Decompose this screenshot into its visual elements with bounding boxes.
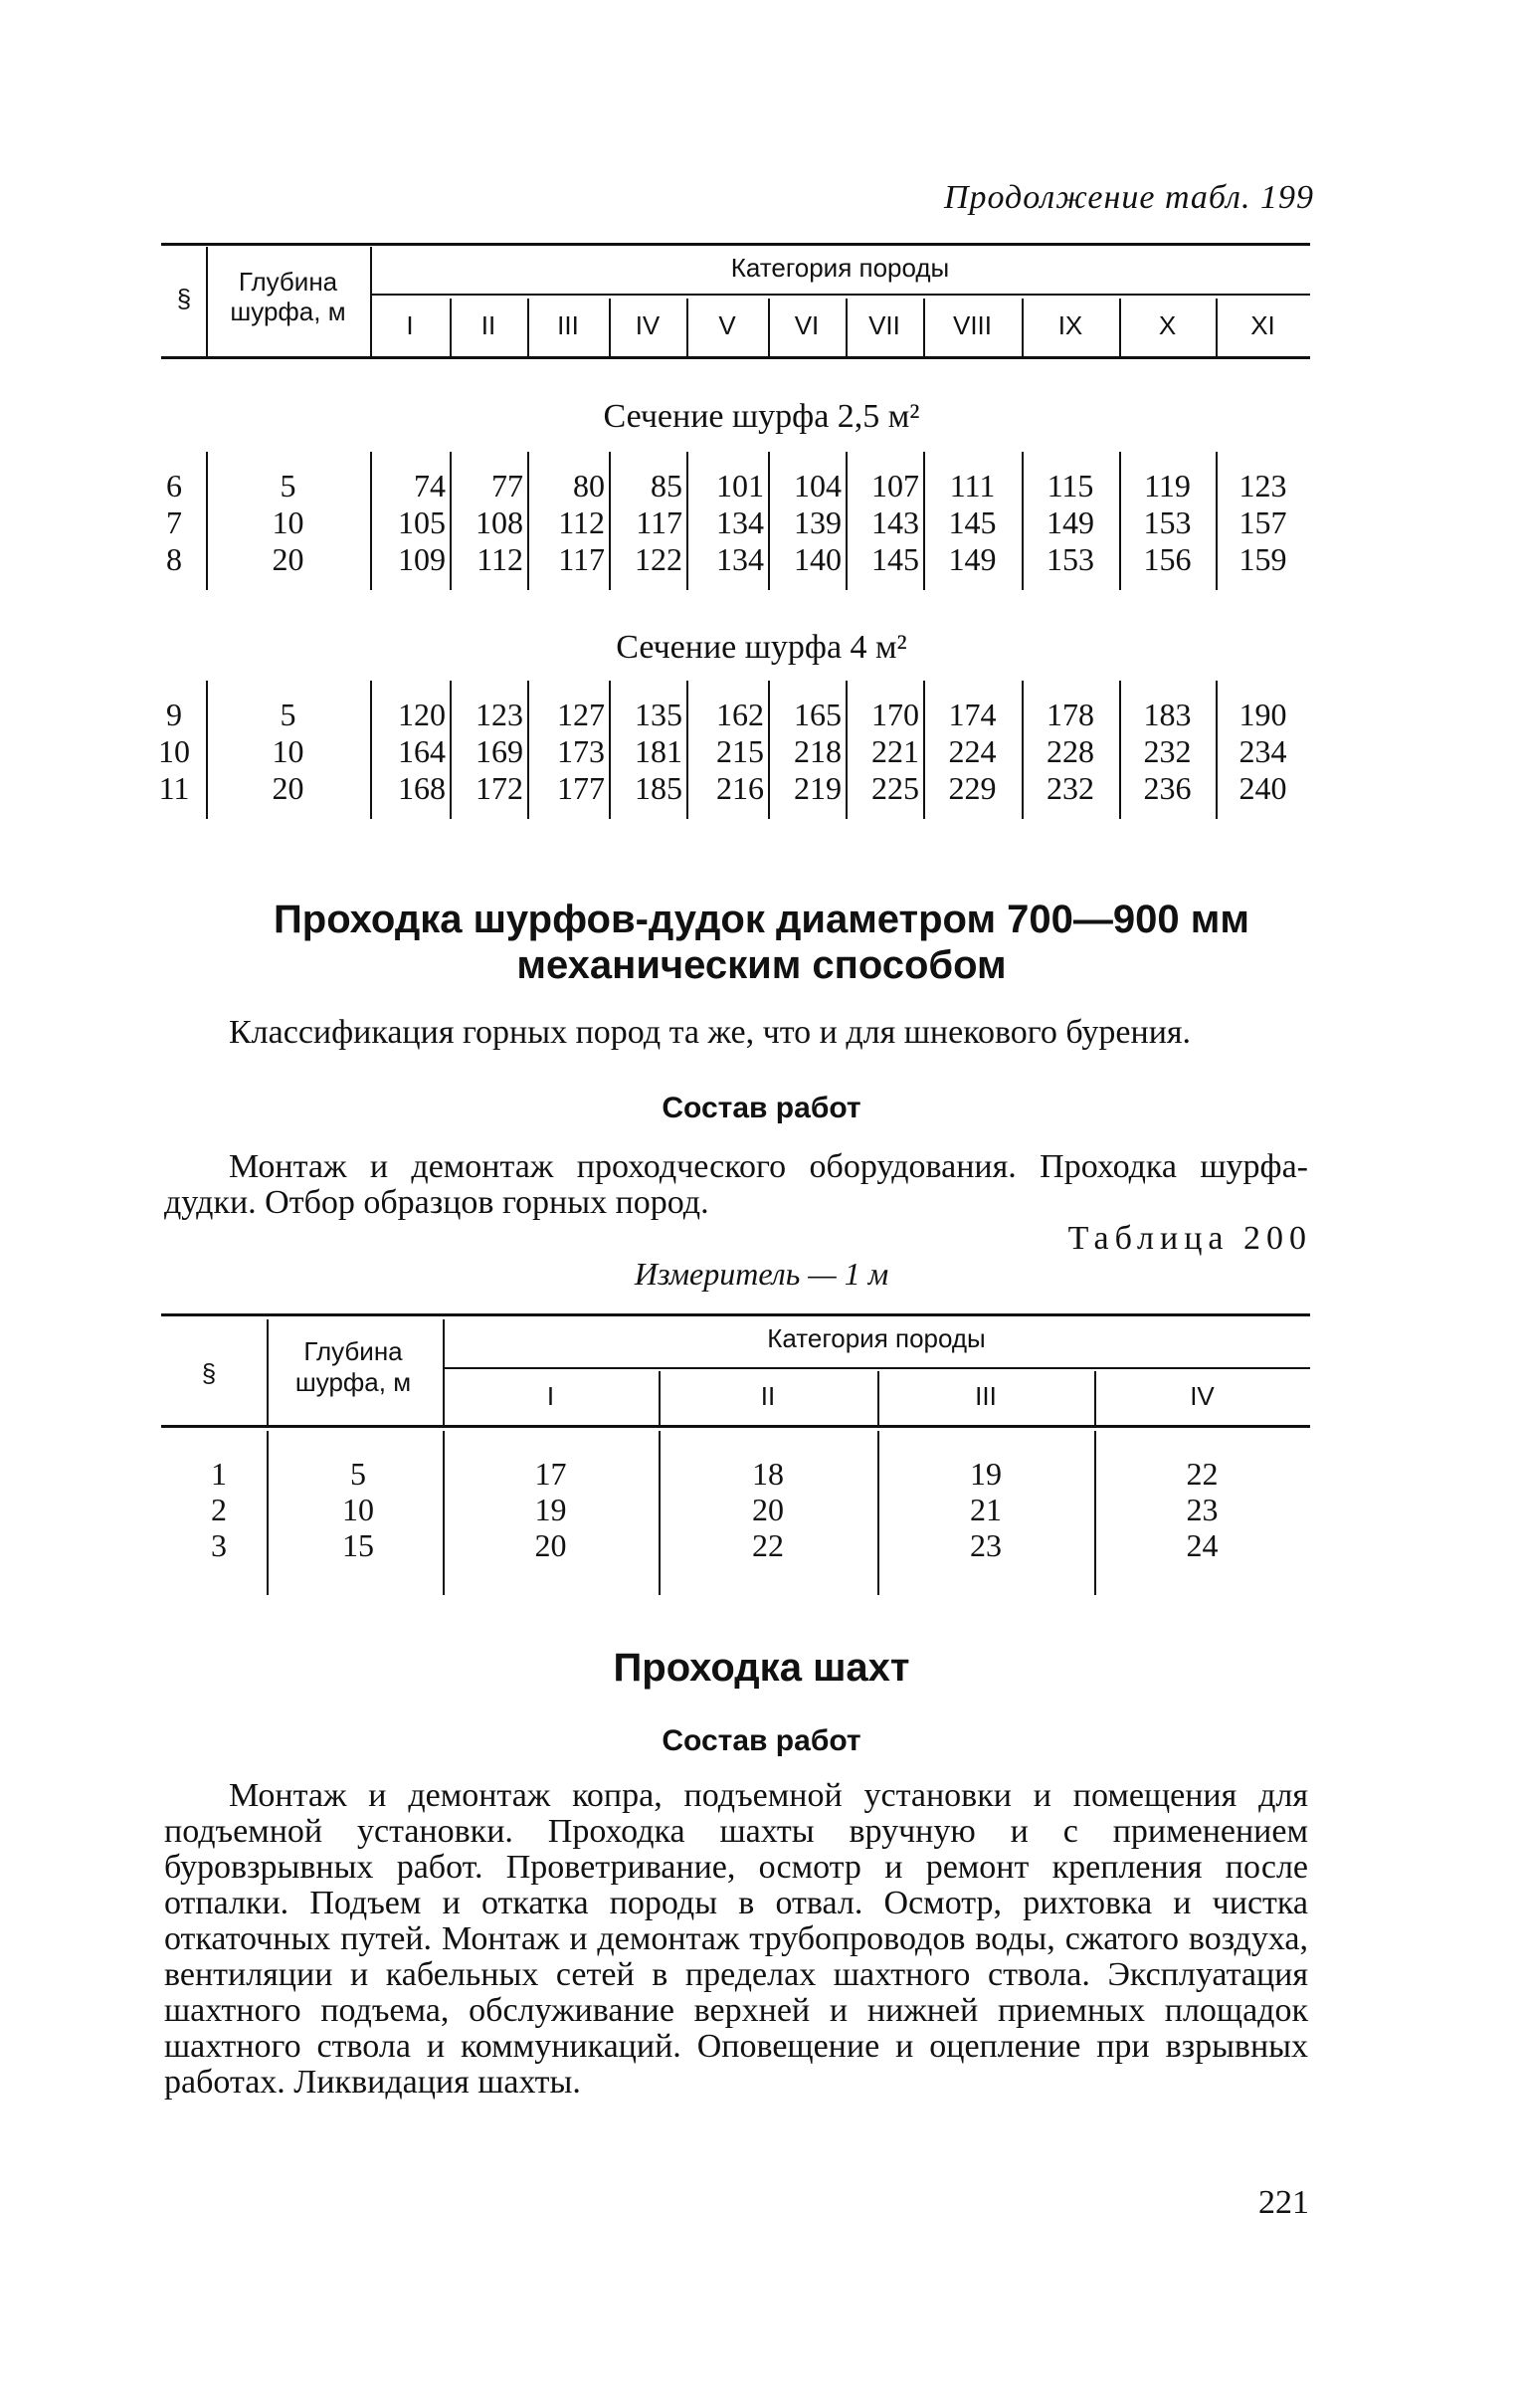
row-depth: 20	[272, 770, 304, 806]
table-cell: 153	[1143, 504, 1192, 540]
category-header-5: V	[718, 310, 736, 340]
table-cell: 112	[558, 504, 605, 540]
table-cell: 177	[557, 770, 605, 806]
table-cell: 134	[716, 541, 764, 577]
table-cell: 229	[948, 770, 997, 806]
table-cell: 139	[794, 504, 842, 540]
divider-paragraph	[206, 681, 208, 819]
table-cell: 156	[1143, 541, 1192, 577]
table-200-label: Таблица 200	[1067, 1220, 1312, 1257]
table-cell: 20	[534, 1527, 567, 1563]
table-cell: 219	[794, 770, 842, 806]
category-header-4: IV	[635, 310, 661, 340]
table-cell: 162	[716, 697, 764, 732]
row-paragraph: 2	[211, 1492, 227, 1527]
divider-category-header	[1022, 299, 1024, 356]
category-header-9: IX	[1057, 310, 1083, 340]
category-header-4: IV	[1190, 1381, 1215, 1411]
table-cell: 119	[1144, 468, 1191, 503]
divider-depth	[443, 1319, 445, 1425]
table-cell: 20	[752, 1492, 784, 1527]
table-cell: 117	[558, 541, 605, 577]
table-cell: 234	[1238, 733, 1287, 769]
divider-category-header	[1119, 299, 1121, 356]
table-cell: 159	[1238, 541, 1287, 577]
table-cell: 21	[970, 1492, 1002, 1527]
table-cell: 140	[794, 541, 842, 577]
row-depth: 5	[350, 1456, 366, 1492]
row-depth: 15	[342, 1527, 374, 1563]
table-cell: 120	[398, 697, 446, 732]
category-header-2: II	[760, 1381, 776, 1411]
table-cell: 108	[476, 504, 523, 540]
category-header-8: VIII	[952, 310, 992, 340]
section-heading-line1: Проходка шурфов-дудок диаметром 700—900 мм	[274, 898, 1249, 941]
section-title-2-5: Сечение шурфа 2,5 м²	[603, 398, 920, 435]
table-cell: 153	[1047, 541, 1094, 577]
table-cell: 23	[970, 1527, 1002, 1563]
row-paragraph: 1	[211, 1456, 227, 1492]
header-depth-line2: шурфа, м	[230, 297, 346, 326]
table-cell: 173	[557, 733, 605, 769]
page-number: 221	[1258, 2184, 1309, 2221]
table-cell: 77	[491, 468, 523, 503]
table-cell: 145	[871, 541, 919, 577]
table-cell: 190	[1238, 697, 1287, 732]
category-rule	[370, 294, 1310, 296]
row-depth: 5	[280, 697, 296, 732]
composition-title-shafts: Состав работ	[662, 1724, 861, 1757]
category-header-6: VI	[794, 310, 820, 340]
classification-paragraph: Классификация горных пород та же, что и для шнекового бурения.	[229, 1014, 1192, 1051]
table-cell: 216	[716, 770, 764, 806]
table-cell: 22	[752, 1527, 784, 1563]
table-cell: 23	[1186, 1492, 1219, 1527]
divider-category-header	[768, 299, 770, 356]
row-paragraph: 3	[211, 1527, 227, 1563]
divider-category-header	[659, 1371, 661, 1425]
table-cell: 122	[635, 541, 682, 577]
table-cell: 172	[476, 770, 523, 806]
divider-depth	[370, 247, 372, 356]
header-category: Категория породы	[767, 1323, 986, 1353]
row-depth: 10	[272, 504, 304, 540]
table-cell: 221	[871, 733, 919, 769]
table-cell: 80	[573, 468, 605, 503]
meter-label: Измеритель — 1 м	[634, 1256, 889, 1292]
composition-paragraph: Монтаж и демонтаж проходческого оборудования. Проходка шурфа-дудки. Отбор образцов горных пород.	[164, 1148, 1308, 1221]
table-cell: 174	[948, 697, 997, 732]
row-depth: 10	[272, 733, 304, 769]
table-cell: 104	[794, 468, 842, 503]
category-header-2: II	[480, 310, 496, 340]
table-cell: 215	[716, 733, 764, 769]
category-header-1: I	[406, 310, 414, 340]
row-paragraph: 11	[158, 770, 190, 806]
table-cell: 228	[1047, 733, 1094, 769]
table-cell: 143	[871, 504, 919, 540]
table-continuation-label: Продолжение табл. 199	[943, 179, 1314, 216]
table-cell: 149	[1047, 504, 1094, 540]
table-cell: 168	[398, 770, 446, 806]
divider-category-header	[923, 299, 925, 356]
table-cell: 145	[948, 504, 997, 540]
category-rule	[443, 1367, 1310, 1369]
divider-category-header	[846, 299, 848, 356]
divider-paragraph	[267, 1431, 269, 1595]
table-cell: 134	[716, 504, 764, 540]
table-cell: 85	[651, 468, 682, 503]
table-cell: 74	[414, 468, 446, 503]
divider-category-header	[450, 299, 452, 356]
category-header-10: X	[1158, 310, 1177, 340]
category-header-3: III	[975, 1381, 997, 1411]
table-cell: 157	[1238, 504, 1287, 540]
row-paragraph: 6	[166, 468, 182, 503]
table-cell: 109	[398, 541, 446, 577]
table-cell: 19	[970, 1456, 1002, 1492]
table-cell: 218	[794, 733, 842, 769]
table-cell: 169	[476, 733, 523, 769]
category-header-7: VII	[868, 310, 900, 340]
table-cell: 105	[398, 504, 446, 540]
divider-paragraph	[267, 1319, 269, 1425]
table-cell: 101	[716, 468, 764, 503]
table-cell: 123	[476, 697, 523, 732]
header-depth-line1: Глубина	[303, 1336, 403, 1366]
table-cell: 165	[794, 697, 842, 732]
table-cell: 107	[871, 468, 919, 503]
table-top-rule	[161, 243, 1310, 246]
table-cell: 17	[534, 1456, 567, 1492]
category-header-3: III	[557, 310, 579, 340]
row-paragraph: 10	[158, 733, 190, 769]
table-header-rule	[161, 1425, 1310, 1428]
category-header-1: I	[546, 1381, 555, 1411]
divider-category-header	[527, 299, 529, 356]
table-cell: 18	[752, 1456, 784, 1492]
row-depth: 10	[342, 1492, 374, 1527]
table-cell: 111	[949, 468, 996, 503]
table-cell: 170	[871, 697, 919, 732]
table-header-rule	[161, 356, 1310, 359]
table-cell: 115	[1047, 468, 1094, 503]
table-cell: 164	[398, 733, 446, 769]
table-cell: 185	[635, 770, 682, 806]
header-depth-line2: шурфа, м	[294, 1367, 412, 1397]
divider-category-header	[686, 299, 688, 356]
row-paragraph: 9	[166, 697, 182, 732]
header-paragraph: §	[176, 284, 192, 313]
composition-title: Состав работ	[662, 1092, 861, 1124]
shafts-composition-paragraph: Монтаж и демонтаж копра, подъемной установки и помещения для подъемной установки. Проходка шахты вручную и с применением буровзрывных работ. Проветривание, осмотр и ремонт крепления после отпалки. Подъем и откатка породы в отвал. Осмотр, рихтовка и чистка откаточных путей. Монтаж и демонтаж трубопроводов воды, сжатого воздуха, вентиляции и кабельных сетей в пределах шахтного ствола. Эксплуатация шахтного подъема, обслуживание верхней и нижней приемных площадок шахтного ствола и коммуникаций. Оповещение и оцепление при взрывных работах. Ликвидация шахты.	[164, 1777, 1308, 2101]
divider-paragraph	[206, 247, 208, 356]
table-cell: 225	[871, 770, 919, 806]
row-depth: 5	[280, 468, 296, 503]
section-heading-line2: механическим способом	[516, 943, 1007, 987]
table-cell: 135	[635, 697, 682, 732]
section-title-4: Сечение шурфа 4 м²	[616, 629, 907, 666]
table-cell: 236	[1143, 770, 1192, 806]
table-cell: 232	[1143, 733, 1192, 769]
header-depth-line1: Глубина	[238, 267, 338, 297]
header-paragraph: §	[201, 1358, 217, 1388]
table-cell: 117	[636, 504, 682, 540]
row-paragraph: 8	[166, 541, 182, 577]
table-cell: 19	[534, 1492, 567, 1527]
table-top-rule	[161, 1313, 1310, 1316]
table-cell: 224	[948, 733, 997, 769]
table-cell: 123	[1238, 468, 1287, 503]
table-cell: 127	[557, 697, 605, 732]
divider-category-header	[609, 299, 611, 356]
divider-category-header	[877, 1371, 879, 1425]
row-depth: 20	[272, 541, 304, 577]
divider-paragraph	[206, 452, 208, 590]
table-cell: 178	[1047, 697, 1094, 732]
header-category: Категория породы	[730, 253, 950, 283]
table-cell: 183	[1143, 697, 1192, 732]
table-cell: 232	[1047, 770, 1094, 806]
row-paragraph: 7	[166, 504, 182, 540]
table-cell: 149	[948, 541, 997, 577]
table-cell: 181	[635, 733, 682, 769]
table-cell: 112	[476, 541, 523, 577]
divider-category-header	[1216, 299, 1218, 356]
table-cell: 24	[1186, 1527, 1219, 1563]
table-cell: 240	[1238, 770, 1287, 806]
section-heading-shafts: Проходка шахт	[613, 1646, 910, 1690]
divider-category-header	[1094, 1371, 1096, 1425]
table-cell: 22	[1186, 1456, 1219, 1492]
category-header-11: XI	[1250, 310, 1275, 340]
